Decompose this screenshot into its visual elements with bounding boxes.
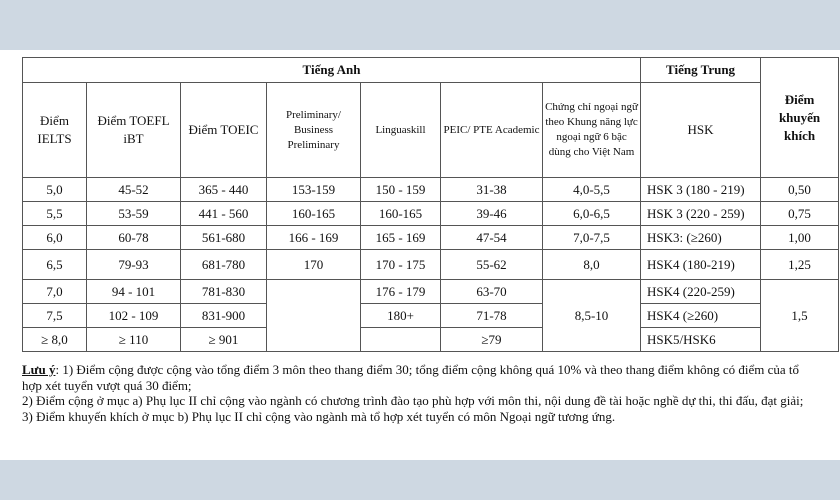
bottom-background-band — [0, 460, 840, 500]
score-conversion-table — [22, 57, 839, 352]
header-ielts: Điểm IELTS — [23, 83, 87, 178]
cell-bonus: 1,00 — [761, 226, 839, 250]
cell-linguaskill: 176 - 179 — [361, 280, 441, 304]
cell-linguaskill: 150 - 159 — [361, 178, 441, 202]
cell-vn-cert-merged: 8,5-10 — [543, 280, 641, 352]
cell-ielts: 5,5 — [23, 202, 87, 226]
cell-preliminary: 166 - 169 — [267, 226, 361, 250]
header-toefl: Điểm TOEFL iBT — [87, 83, 181, 178]
cell-preliminary: 153-159 — [267, 178, 361, 202]
table-row — [23, 280, 839, 304]
table-row — [23, 328, 839, 352]
cell-bonus: 0,75 — [761, 202, 839, 226]
cell-peic: 71-78 — [441, 304, 543, 328]
table-row — [23, 178, 839, 202]
note-text-1: : 1) Điểm cộng được cộng vào tổng điểm 3 môn theo thang điểm 30; tổng điểm cộng không quá 10% và theo thang điểm không có điểm của tổ hợp xét tuyển vượt quá 30 điểm; — [22, 362, 800, 393]
cell-toeic: 681-780 — [181, 250, 267, 280]
cell-toefl: 79-93 — [87, 250, 181, 280]
cell-linguaskill: 160-165 — [361, 202, 441, 226]
cell-preliminary: 170 — [267, 250, 361, 280]
cell-hsk: HSK5/HSK6 — [641, 328, 761, 352]
cell-preliminary-empty — [267, 280, 361, 352]
table-row — [23, 250, 839, 280]
cell-toeic: 781-830 — [181, 280, 267, 304]
cell-hsk: HSK 3 (180 - 219) — [641, 178, 761, 202]
cell-vn-cert: 8,0 — [543, 250, 641, 280]
notes-section — [22, 362, 822, 424]
cell-ielts: ≥ 8,0 — [23, 328, 87, 352]
header-vn-cert: Chứng chỉ ngoại ngữ theo Khung năng lực ngoại ngữ 6 bậc dùng cho Việt Nam — [543, 83, 641, 178]
cell-toefl: 53-59 — [87, 202, 181, 226]
cell-preliminary: 160-165 — [267, 202, 361, 226]
table-row — [23, 226, 839, 250]
cell-ielts: 7,5 — [23, 304, 87, 328]
note-line-3: 3) Điểm khuyến khích ở mục b) Phụ lục II chỉ cộng vào ngành mà tổ hợp xét tuyển có môn Ngoại ngữ tương ứng. — [22, 408, 616, 424]
cell-linguaskill — [361, 328, 441, 352]
cell-vn-cert: 4,0-5,5 — [543, 178, 641, 202]
document-page — [0, 50, 840, 460]
cell-peic: 39-46 — [441, 202, 543, 226]
cell-ielts: 7,0 — [23, 280, 87, 304]
cell-toefl: 45-52 — [87, 178, 181, 202]
header-peic: PEIC/ PTE Academic — [441, 83, 543, 178]
cell-peic: 47-54 — [441, 226, 543, 250]
cell-toefl: ≥ 110 — [87, 328, 181, 352]
table-row — [23, 202, 839, 226]
cell-peic: 55-62 — [441, 250, 543, 280]
table-row — [23, 304, 839, 328]
cell-ielts: 6,0 — [23, 226, 87, 250]
top-background-band — [0, 0, 840, 50]
cell-ielts: 5,0 — [23, 178, 87, 202]
header-group-english: Tiếng Anh — [23, 58, 641, 83]
cell-toeic: 365 - 440 — [181, 178, 267, 202]
cell-toefl: 102 - 109 — [87, 304, 181, 328]
note-line-1 — [22, 362, 822, 393]
cell-toefl: 60-78 — [87, 226, 181, 250]
cell-hsk: HSK4 (≥260) — [641, 304, 761, 328]
cell-bonus: 1,25 — [761, 250, 839, 280]
cell-vn-cert: 7,0-7,5 — [543, 226, 641, 250]
header-bonus: Điểm khuyến khích — [761, 58, 839, 178]
cell-vn-cert: 6,0-6,5 — [543, 202, 641, 226]
cell-ielts: 6,5 — [23, 250, 87, 280]
cell-hsk: HSK4 (180-219) — [641, 250, 761, 280]
cell-linguaskill: 180+ — [361, 304, 441, 328]
cell-toeic: 831-900 — [181, 304, 267, 328]
header-preliminary: Preliminary/ Business Preliminary — [267, 83, 361, 178]
header-linguaskill: Linguaskill — [361, 83, 441, 178]
cell-toeic: ≥ 901 — [181, 328, 267, 352]
note-line-2: 2) Điểm cộng ở mục a) Phụ lục II chỉ cộng vào ngành có chương trình đào tạo phù hợp với môn thi, nội dung đề tài hoặc nghề dự thi, thi đấu, đạt giải; — [22, 393, 804, 408]
header-group-chinese: Tiếng Trung — [641, 58, 761, 83]
header-hsk: HSK — [641, 83, 761, 178]
cell-bonus-merged: 1,5 — [761, 280, 839, 352]
cell-toefl: 94 - 101 — [87, 280, 181, 304]
cell-hsk: HSK4 (220-259) — [641, 280, 761, 304]
cell-linguaskill: 165 - 169 — [361, 226, 441, 250]
cell-linguaskill: 170 - 175 — [361, 250, 441, 280]
cell-peic: ≥79 — [441, 328, 543, 352]
header-toeic: Điểm TOEIC — [181, 83, 267, 178]
cell-hsk: HSK 3 (220 - 259) — [641, 202, 761, 226]
cell-toeic: 561-680 — [181, 226, 267, 250]
cell-peic: 31-38 — [441, 178, 543, 202]
note-label: Lưu ý — [22, 362, 56, 377]
cell-peic: 63-70 — [441, 280, 543, 304]
cell-bonus: 0,50 — [761, 178, 839, 202]
cell-toeic: 441 - 560 — [181, 202, 267, 226]
cell-hsk: HSK3: (≥260) — [641, 226, 761, 250]
